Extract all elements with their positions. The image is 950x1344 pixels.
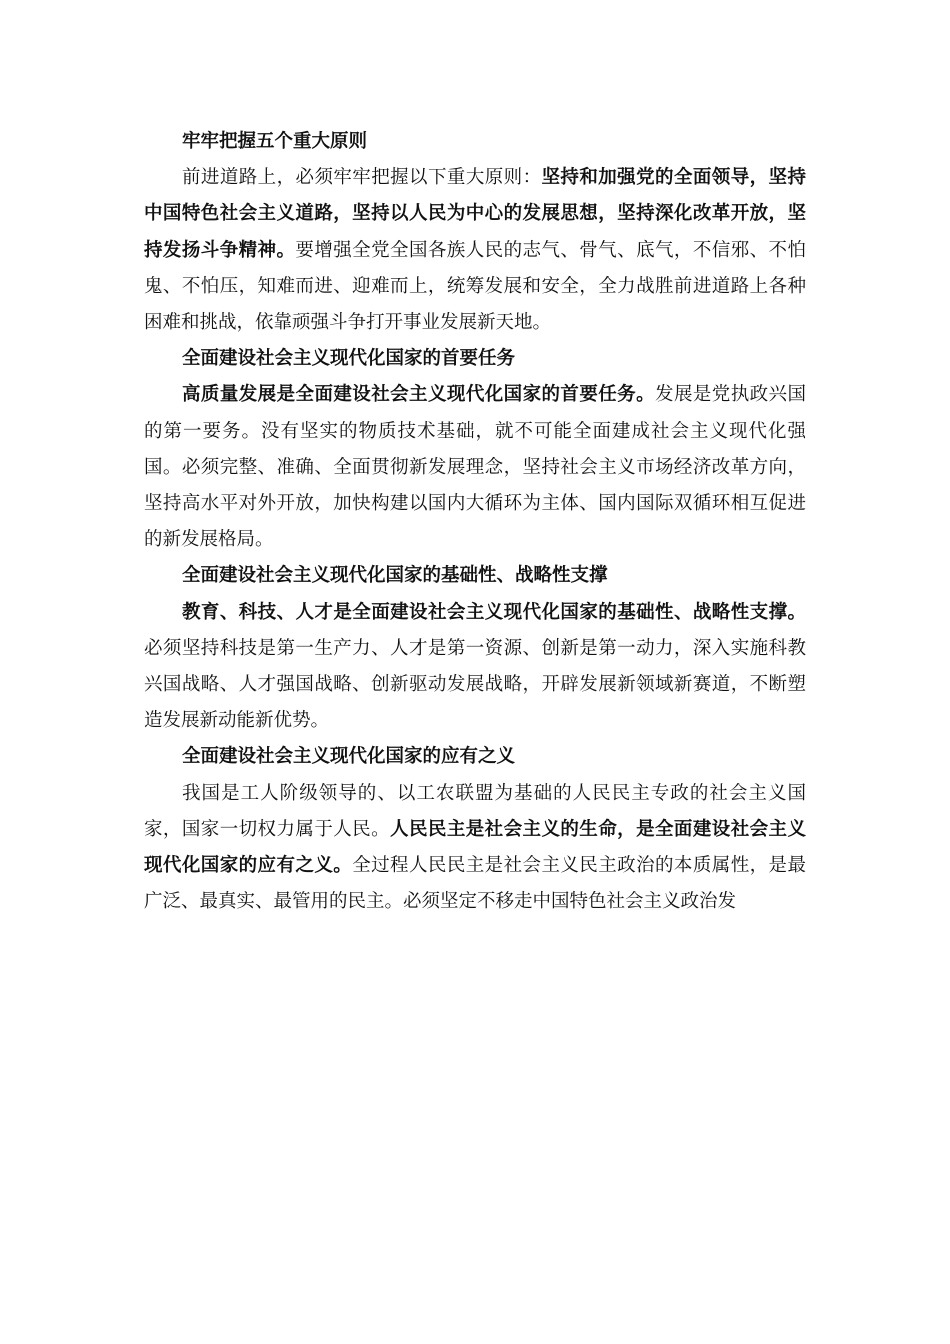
section-heading-strategic-support: 全面建设社会主义现代化国家的基础性、战略性支撑: [182, 565, 608, 587]
section-heading-primary-task: 全面建设社会主义现代化国家的首要任务: [182, 348, 516, 370]
section-heading-essential-meaning: 全面建设社会主义现代化国家的应有之义: [182, 746, 516, 768]
document-page: [144, 124, 806, 920]
paragraph-text: 前进道路上，必须牢牢把握以下重大原则：: [182, 167, 542, 189]
section-paragraph-essential-meaning: [144, 776, 806, 921]
paragraph-bold-text: 坚持和加强党的全面领导，坚持中国特色社会主义道路，坚持以人民为中心的发展思想，坚持深化改革开放，坚持发扬斗争精神。: [144, 167, 806, 261]
paragraph-text: 发展是党执政兴国的第一要务。没有坚实的物质技术基础，就不可能全面建成社会主义现代化强国。必须完整、准确、全面贯彻新发展理念，坚持社会主义市场经济改革方向，坚持高水平对外开放，加快构建以国内大循环为主体、国内国际双循环相互促进的新发展格局。: [144, 384, 806, 551]
paragraph-text: 我国是工人阶级领导的、以工农联盟为基础的人民民主专政的社会主义国家，国家一切权力属于人民。: [144, 782, 806, 840]
paragraph-text: 全过程人民民主是社会主义民主政治的本质属性，是最广泛、最真实、最管用的民主。必须坚定不移走中国特色社会主义政治发: [144, 855, 806, 913]
section-paragraph-strategic-support: [144, 595, 806, 740]
paragraph-bold-text: 人民民主是社会主义的生命，是全面建设社会主义现代化国家的应有之义。: [144, 818, 806, 877]
paragraph-text: 必须坚持科技是第一生产力、人才是第一资源、创新是第一动力，深入实施科教兴国战略、人才强国战略、创新驱动发展战略，开辟发展新领域新赛道，不断塑造发展新动能新优势。: [144, 637, 806, 732]
paragraph-bold-text: 高质量发展是全面建设社会主义现代化国家的首要任务。: [182, 384, 656, 406]
section-paragraph-primary-task: [144, 377, 806, 558]
section-heading-principles: 牢牢把握五个重大原则: [182, 131, 368, 152]
paragraph-text: 要增强全党全国各族人民的志气、骨气、底气，不信邪、不怕鬼、不怕压，知难而进、迎难而上，统筹发展和安全，全力战胜前进道路上各种困难和挑战，依靠顽强斗争打开事业发展新天地。: [144, 239, 806, 334]
paragraph-bold-text: 教育、科技、人才是全面建设社会主义现代化国家的基础性、战略性支撑。: [182, 601, 806, 623]
section-paragraph-principles: [144, 160, 806, 341]
